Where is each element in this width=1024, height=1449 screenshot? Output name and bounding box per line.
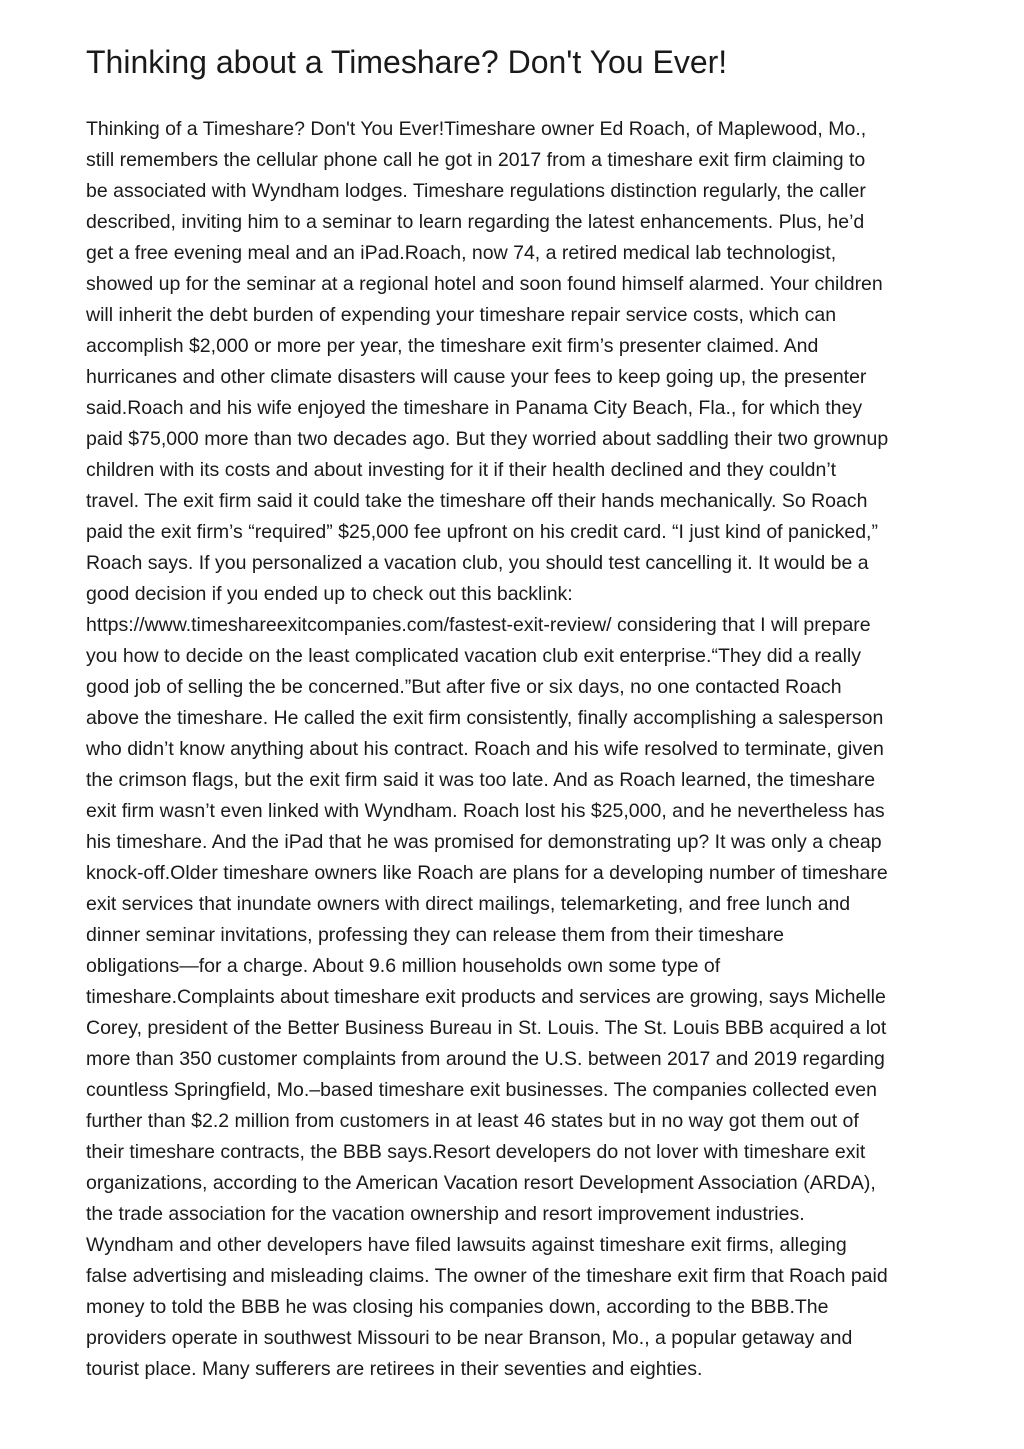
body-text-line: false advertising and misleading claims. The owner of the timeshare exit firm that Roach paid: [86, 1265, 888, 1287]
body-text-line: his timeshare. And the iPad that he was promised for demonstrating up? It was only a cheap: [86, 831, 882, 853]
body-text-line: still remembers the cellular phone call he got in 2017 from a timeshare exit firm claiming to: [86, 149, 866, 171]
body-text-line: get a free evening meal and an iPad.Roach, now 74, a retired medical lab technologist,: [86, 242, 837, 264]
body-text-line: be associated with Wyndham lodges. Timeshare regulations distinction regularly, the caller: [86, 180, 866, 202]
body-text-line: showed up for the seminar at a regional hotel and soon found himself alarmed. Your children: [86, 273, 883, 295]
body-text-line: paid the exit firm’s “required” $25,000 fee upfront on his credit card. “I just kind of panicked,”: [86, 521, 878, 543]
body-text-line: obligations—for a charge. About 9.6 million households own some type of: [86, 955, 721, 977]
body-text-line: money to told the BBB he was closing his companies down, according to the BBB.The: [86, 1296, 829, 1318]
body-text-line: organizations, according to the American Vacation resort Development Association (ARDA),: [86, 1172, 876, 1194]
article-body: [86, 114, 950, 1385]
body-text-line: hurricanes and other climate disasters will cause your fees to keep going up, the presenter: [86, 366, 867, 388]
body-text-line: countless Springfield, Mo.–based timeshare exit businesses. The companies collected even: [86, 1079, 877, 1101]
body-text-line: knock-off.Older timeshare owners like Roach are plans for a developing number of timeshare: [86, 862, 888, 884]
body-text-line: more than 350 customer complaints from around the U.S. between 2017 and 2019 regarding: [86, 1048, 885, 1070]
body-text-line: the trade association for the vacation ownership and resort improvement industries.: [86, 1203, 805, 1225]
body-text-line: accomplish $2,000 or more per year, the timeshare exit firm’s presenter claimed. And: [86, 335, 819, 357]
body-text-line: Thinking of a Timeshare? Don't You Ever!Timeshare owner Ed Roach, of Maplewood, Mo.,: [86, 118, 867, 140]
body-text-line: tourist place. Many sufferers are retirees in their seventies and eighties.: [86, 1358, 703, 1380]
body-text-line: https://www.timeshareexitcompanies.com/fastest-exit-review/ considering that I will prepare: [86, 614, 871, 636]
body-text-line: their timeshare contracts, the BBB says.Resort developers do not lover with timeshare exit: [86, 1141, 866, 1163]
body-text-line: you how to decide on the least complicated vacation club exit enterprise.“They did a really: [86, 645, 862, 667]
body-text-line: Wyndham and other developers have filed lawsuits against timeshare exit firms, alleging: [86, 1234, 847, 1256]
body-text-line: the crimson flags, but the exit firm said it was too late. And as Roach learned, the timeshare: [86, 769, 876, 791]
body-text-line: exit firm wasn’t even linked with Wyndham. Roach lost his $25,000, and he nevertheless has: [86, 800, 885, 822]
body-text-line: Roach says. If you personalized a vacation club, you should test cancelling it. It would be a: [86, 552, 869, 574]
body-text-line: children with its costs and about investing for it if their health declined and they couldn’t: [86, 459, 837, 481]
body-text-line: further than $2.2 million from customers in at least 46 states but in no way got them out of: [86, 1110, 859, 1132]
body-text-line: paid $75,000 more than two decades ago. But they worried about saddling their two grownup: [86, 428, 889, 450]
body-text-line: said.Roach and his wife enjoyed the timeshare in Panama City Beach, Fla., for which they: [86, 397, 863, 419]
body-text-line: good job of selling the be concerned.”But after five or six days, no one contacted Roach: [86, 676, 842, 698]
body-text-line: who didn’t know anything about his contract. Roach and his wife resolved to terminate, given: [86, 738, 884, 760]
body-text-line: described, inviting him to a seminar to learn regarding the latest enhancements. Plus, he’d: [86, 211, 865, 233]
body-text-line: travel. The exit firm said it could take the timeshare off their hands mechanically. So Roach: [86, 490, 868, 512]
body-text-line: exit services that inundate owners with direct mailings, telemarketing, and free lunch and: [86, 893, 851, 915]
body-text-line: dinner seminar invitations, professing they can release them from their timeshare: [86, 924, 784, 946]
body-text-line: above the timeshare. He called the exit firm consistently, finally accomplishing a salesperson: [86, 707, 884, 729]
page-title: Thinking about a Timeshare? Don't You Ever!: [86, 44, 728, 80]
body-text-line: will inherit the debt burden of expending your timeshare repair service costs, which can: [86, 304, 837, 326]
body-text-line: timeshare.Complaints about timeshare exit products and services are growing, says Michelle: [86, 986, 886, 1008]
body-text-line: providers operate in southwest Missouri to be near Branson, Mo., a popular getaway and: [86, 1327, 853, 1349]
body-text-line: good decision if you ended up to check out this backlink:: [86, 583, 573, 605]
body-text-line: Corey, president of the Better Business Bureau in St. Louis. The St. Louis BBB acquired a lot: [86, 1017, 887, 1039]
